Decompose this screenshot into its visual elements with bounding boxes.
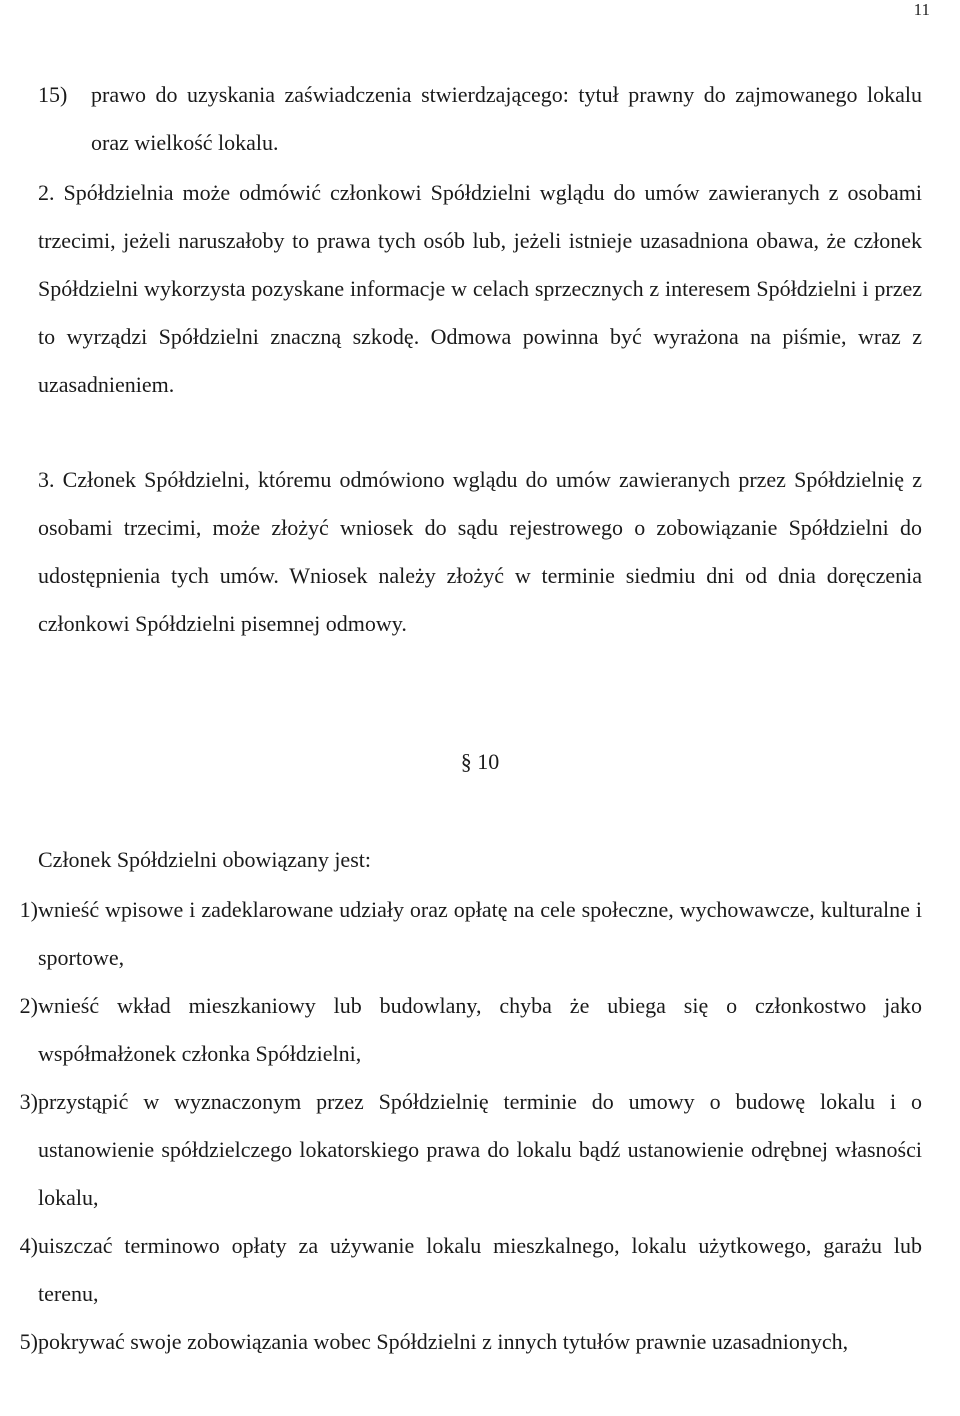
- item-text: wnieść wpisowe i zadeklarowane udziały oraz opłatę na cele społeczne, wychowawcze, kulturalne i sportowe,: [38, 897, 922, 970]
- item-number: 4): [19, 1233, 38, 1258]
- item-text: uiszczać terminowo opłaty za używanie lokalu mieszkalnego, lokalu użytkowego, garażu lub terenu,: [38, 1233, 922, 1306]
- page-number: 11: [913, 0, 930, 19]
- obligations-list: [0, 886, 960, 1366]
- hanging-item: [38, 71, 922, 167]
- list-item: [0, 982, 960, 1078]
- paragraph-3: [38, 456, 922, 648]
- item-number: 5): [19, 1329, 38, 1354]
- item-number: 15): [38, 82, 68, 107]
- item-text: prawo do uzyskania zaświadczenia stwierdzającego: tytuł prawny do zajmowanego lokalu oraz wielkość lokalu.: [91, 82, 922, 155]
- section-title: § 10: [460, 749, 500, 774]
- paragraph-2: [38, 169, 922, 409]
- item-text: pokrywać swoje zobowiązania wobec Spółdzielni z innych tytułów prawnie uzasadnionych,: [38, 1329, 849, 1354]
- section-intro: Członek Spółdzielni obowiązany jest:: [38, 847, 371, 872]
- list-item: [0, 886, 960, 982]
- list-item: [0, 1318, 960, 1366]
- list-item-15: [38, 71, 922, 167]
- paragraph-text: 2. Spółdzielnia może odmówić członkowi Spółdzielni wglądu do umów zawieranych z osobami trzecimi, jeżeli naruszałoby to prawa tych osób lub, jeżeli istnieje uzasadniona obawa, że członek Spółdzielni wykorzysta pozyskane informacje w celach sprzecznych z interesem Spółdzielni i przez to wyrządzi Spółdzielni znaczną szkodę. Odmowa powinna być wyrażona na piśmie, wraz z uzasadnieniem.: [38, 180, 922, 397]
- item-text: wnieść wkład mieszkaniowy lub budowlany, chyba że ubiega się o członkostwo jako współmałżonek członka Spółdzielni,: [38, 993, 922, 1066]
- item-number: 2): [19, 993, 38, 1018]
- item-number: 3): [19, 1089, 38, 1114]
- item-text: przystąpić w wyznaczonym przez Spółdzielnię terminie do umowy o budowę lokalu i o ustanowienie spółdzielczego lokatorskiego prawa do lokalu bądź ustanowienie odrębnej własności lokalu,: [38, 1089, 922, 1210]
- list-item: [0, 1078, 960, 1222]
- paragraph-text: 3. Członek Spółdzielni, któremu odmówiono wglądu do umów zawieranych przez Spółdzielnię z osobami trzecimi, może złożyć wniosek do sądu rejestrowego o zobowiązanie Spółdzielni do udostępnienia tych umów. Wniosek należy złożyć w terminie siedmiu dni od dnia doręczenia członkowi Spółdzielni pisemnej odmowy.: [38, 467, 922, 636]
- list-item: [0, 1222, 960, 1318]
- item-number: 1): [19, 897, 38, 922]
